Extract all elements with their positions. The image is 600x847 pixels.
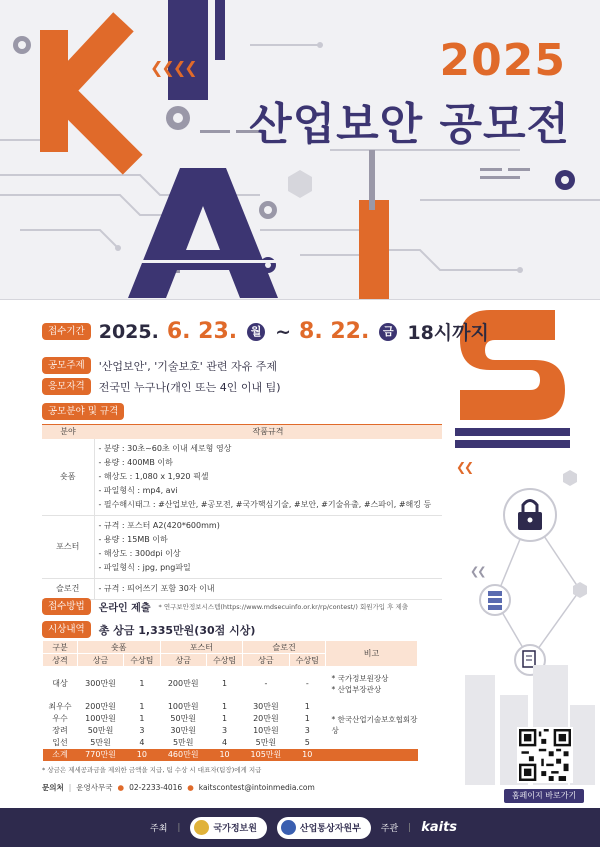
prizes-row bbox=[42, 621, 255, 638]
submission-label: 접수방법 bbox=[42, 598, 91, 615]
hero-graphic bbox=[0, 0, 600, 300]
spec-line: - 용량 : 400MB 이하 bbox=[98, 457, 173, 467]
count-cell: 3 bbox=[139, 726, 145, 735]
spec-line: - 파일형식 : jpg, png파일 bbox=[98, 562, 191, 572]
phone-icon: ● bbox=[117, 783, 125, 792]
network-decoration bbox=[450, 470, 600, 690]
count-cell: 4 bbox=[139, 738, 145, 747]
spec-line: - 규격 : 띄어쓰기 포함 30자 이내 bbox=[98, 583, 215, 593]
server-icon bbox=[488, 591, 502, 610]
table-row bbox=[42, 439, 442, 516]
award-cell: 장려 bbox=[52, 726, 68, 735]
emblem-icon bbox=[194, 820, 209, 835]
spec-line: - 필수해시태그 : #산업보안, #공모전, #국가핵심기술, #보안, #기술유출, #스파이, #해킹 등 bbox=[98, 499, 432, 509]
count-cell: 1 bbox=[139, 702, 145, 711]
event-year: 2025 bbox=[439, 35, 566, 86]
contact-row: 문의처 | 운영사무국 ● 02-2233-4016 ● kaitscontest@intoinmedia.com bbox=[42, 783, 315, 792]
homepage-button[interactable]: 홈페이지 바로가기 bbox=[504, 789, 584, 803]
money-cell: 10만원 bbox=[253, 726, 279, 735]
prizes-summary: 총 상금 1,335만원(30점 시상) bbox=[98, 623, 256, 637]
col-slogan: 슬로건 bbox=[243, 641, 326, 654]
remark-cell: * 한국산업기술보호협회장상 bbox=[331, 714, 418, 735]
organizer-logo: kaits bbox=[421, 820, 458, 835]
spec-line: - 규격 : 포스터 A2(420*600mm) bbox=[98, 520, 220, 530]
count-cell: 1 bbox=[139, 679, 145, 689]
money-cell: 30만원 bbox=[253, 702, 279, 711]
period-start: 6. 23. bbox=[166, 319, 238, 344]
col-award: 상격 bbox=[43, 654, 78, 667]
table-row bbox=[42, 515, 442, 578]
letter-i bbox=[355, 150, 395, 300]
remark-cell bbox=[326, 667, 418, 701]
contact-office: 운영사무국 bbox=[76, 783, 113, 792]
letter-a bbox=[128, 168, 278, 298]
col-spec: 작품규격 bbox=[94, 425, 442, 439]
count-cell: 3 bbox=[304, 726, 310, 735]
money-cell: 100만원 bbox=[85, 714, 116, 723]
count-cell: 10 bbox=[124, 749, 160, 761]
count-cell: 1 bbox=[222, 714, 228, 723]
spec-field: 숏폼 bbox=[42, 439, 94, 516]
award-cell: 입선 bbox=[52, 738, 68, 747]
money-cell: 20만원 bbox=[253, 714, 279, 723]
money-cell: 50만원 bbox=[170, 714, 197, 723]
spec-line: - 용량 : 15MB 이하 bbox=[98, 534, 168, 544]
money-cell: 50만원 bbox=[87, 726, 114, 735]
qr-code[interactable] bbox=[517, 727, 573, 783]
theme-row bbox=[42, 357, 277, 374]
table-row bbox=[43, 701, 418, 713]
remark-line: * 산업부장관상 bbox=[331, 684, 382, 694]
ministry-name: 산업통상자원부 bbox=[299, 824, 361, 834]
count-cell: 10 bbox=[289, 749, 325, 761]
money-cell: 460만원 bbox=[160, 749, 206, 761]
footer: 주최 | 국가정보원 산업통상자원부 주관 | kaits bbox=[0, 808, 600, 847]
count-cell: - bbox=[305, 679, 309, 689]
contact-phone: 02-2233-4016 bbox=[129, 783, 183, 792]
money-cell: 100만원 bbox=[167, 702, 199, 711]
award-cell: 소계 bbox=[43, 749, 78, 761]
email-icon: ● bbox=[187, 783, 194, 792]
contact-email[interactable]: kaitscontest@intoinmedia.com bbox=[198, 783, 315, 792]
money-cell: 5만원 bbox=[90, 738, 111, 747]
col-poster: 포스터 bbox=[160, 641, 243, 654]
theme-label: 공모주제 bbox=[42, 357, 91, 374]
money-cell: 105만원 bbox=[243, 749, 289, 761]
money-cell: 5만원 bbox=[255, 738, 277, 747]
count-cell: 1 bbox=[139, 714, 145, 723]
submission-row bbox=[42, 598, 408, 615]
table-row bbox=[42, 578, 442, 599]
host-label: 주최 bbox=[150, 824, 168, 834]
decor-bar bbox=[215, 0, 225, 60]
spec-line: - 파일형식 : mp4, avi bbox=[98, 485, 178, 495]
specs-label: 공모분야 및 규격 bbox=[42, 403, 124, 420]
emblem-icon bbox=[281, 820, 296, 835]
submission-period bbox=[42, 318, 489, 345]
money-cell: 200만원 bbox=[85, 702, 116, 711]
specs-table bbox=[42, 424, 442, 600]
count-cell: 3 bbox=[222, 726, 228, 735]
count-cell: 1 bbox=[222, 702, 228, 711]
money-cell: 30만원 bbox=[170, 726, 197, 735]
period-time: 18시까지 bbox=[407, 322, 489, 344]
money-cell: - bbox=[264, 679, 268, 689]
count-cell: 4 bbox=[222, 738, 228, 747]
period-label: 접수기간 bbox=[42, 323, 91, 340]
spec-field: 포스터 bbox=[42, 515, 94, 578]
money-cell: 770만원 bbox=[77, 749, 123, 761]
col-count: 수상팀 bbox=[206, 654, 242, 667]
remark-line: * 국가정보원장상 bbox=[331, 673, 389, 683]
theme-text: '산업보안', '기술보호' 관련 자유 주제 bbox=[98, 359, 278, 373]
period-end: 8. 22. bbox=[299, 319, 370, 344]
period-start-day: 월 bbox=[247, 323, 265, 341]
count-cell: 1 bbox=[304, 714, 310, 723]
host-logo bbox=[190, 817, 266, 839]
col-remark: 비고 bbox=[326, 641, 418, 667]
chevron-icon: ❮❮ bbox=[456, 460, 473, 474]
money-cell: 300만원 bbox=[85, 679, 116, 689]
award-cell: 우수 bbox=[52, 714, 68, 723]
period-end-day: 금 bbox=[379, 323, 397, 341]
event-title: 산업보안 공모전 bbox=[249, 99, 570, 150]
col-money: 상금 bbox=[77, 654, 123, 667]
count-cell: 5 bbox=[304, 738, 310, 747]
organizer-label: 주관 bbox=[380, 824, 399, 834]
decor-bar bbox=[168, 0, 208, 100]
col-field: 분야 bbox=[42, 425, 94, 439]
period-year: 2025. bbox=[98, 320, 159, 343]
spec-line: - 해상도 : 1,080 x 1,920 픽셀 bbox=[98, 471, 209, 481]
table-row bbox=[43, 667, 418, 701]
contact-label: 문의처 bbox=[42, 783, 64, 792]
eligibility-text: 전국민 누구나(개인 또는 4인 이내 팀) bbox=[98, 380, 281, 394]
prize-footnote: * 상금은 제세공과금을 제외한 금액을 지급, 팀 수상 시 대표자(팀장)에게 지급 bbox=[42, 766, 262, 774]
total-row bbox=[43, 749, 418, 761]
col-count: 수상팀 bbox=[289, 654, 325, 667]
col-division: 구분 bbox=[43, 641, 78, 654]
ministry-logo bbox=[277, 817, 371, 839]
specs-heading bbox=[42, 403, 124, 420]
col-count: 수상팀 bbox=[124, 654, 160, 667]
eligibility-label: 응모자격 bbox=[42, 378, 91, 395]
spec-field: 슬로건 bbox=[42, 578, 94, 599]
col-money: 상금 bbox=[243, 654, 289, 667]
count-cell: 1 bbox=[222, 679, 228, 689]
count-cell: 10 bbox=[206, 749, 242, 761]
col-shortform: 숏폼 bbox=[77, 641, 160, 654]
prizes-table bbox=[42, 640, 418, 761]
spec-line: - 해상도 : 300dpi 이상 bbox=[98, 548, 181, 558]
eligibility-row bbox=[42, 378, 281, 395]
award-cell: 최우수 bbox=[48, 702, 72, 711]
period-sep: ~ bbox=[275, 320, 292, 343]
count-cell: 1 bbox=[304, 702, 310, 711]
chevron-icon: ❮❮❮❮ bbox=[150, 58, 196, 77]
money-cell: 5만원 bbox=[172, 738, 194, 747]
spec-line: - 분량 : 30초~60초 이내 세로형 영상 bbox=[98, 443, 232, 453]
submission-method: 온라인 제출 bbox=[98, 603, 151, 614]
prizes-label: 시상내역 bbox=[42, 621, 91, 638]
award-cell: 대상 bbox=[52, 679, 68, 689]
chevron-icon: ❮❮ bbox=[470, 565, 485, 578]
money-cell: 200만원 bbox=[167, 679, 199, 689]
col-money: 상금 bbox=[160, 654, 206, 667]
host-name: 국가정보원 bbox=[213, 824, 257, 834]
submission-note: * 연구보안정보시스템(https://www.mdsecuinfo.or.kr/rp/contest/) 회원가입 후 제출 bbox=[158, 603, 409, 611]
